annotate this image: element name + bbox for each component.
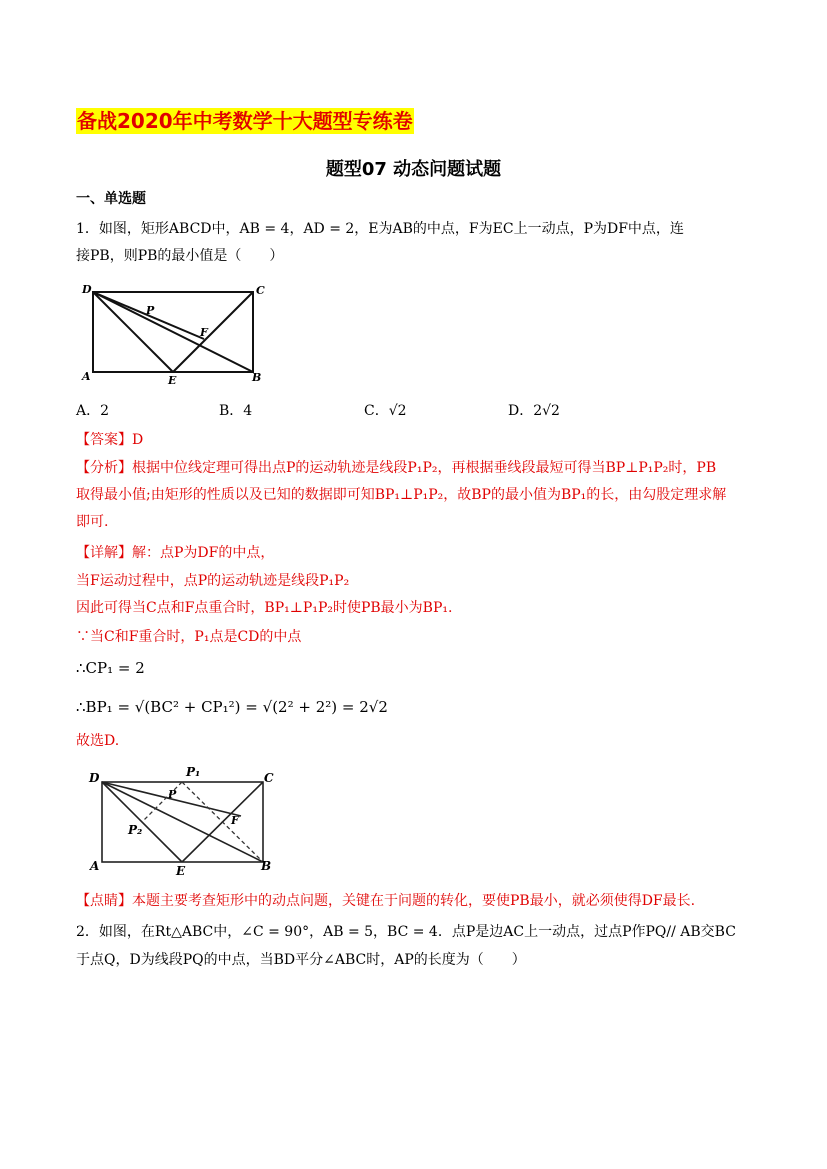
q1-solution-figure (86, 762, 286, 880)
fig2-label-E: E (176, 864, 186, 878)
q1-option-c: C．√2 (364, 403, 407, 419)
fig1-label-F: F (200, 326, 208, 339)
q1-detail-line6: ∴BP₁ = √(BC² + CP₁²) = √(2² + 2²) = 2√2 (76, 698, 388, 716)
fig1-label-D: D (82, 283, 92, 296)
fig1-label-P: P (146, 304, 155, 317)
fig2-label-C: C (264, 771, 274, 785)
fig2-label-P: P (168, 788, 177, 801)
fig2-label-A: A (90, 859, 100, 873)
fig2-label-F: F (231, 814, 239, 827)
q1-analysis-line2: 取得最小值;由矩形的性质以及已知的数据即可知BP₁⊥P₁P₂，故BP的最小值为BP₁的长，由勾股定理求解 (76, 487, 727, 503)
section-heading: 一、单选题 (76, 191, 146, 207)
fig1-label-C: C (256, 284, 265, 297)
fig1-label-E: E (168, 374, 177, 387)
q1-detail-line4: ∵当C和F重合时，P₁点是CD的中点 (76, 629, 302, 645)
fig2-label-B: B (261, 859, 272, 873)
q1-detail-line2: 当F运动过程中，点P的运动轨迹是线段P₁P₂ (76, 573, 350, 589)
q1-analysis-line3: 即可. (76, 514, 109, 530)
q1-comment: 【点睛】本题主要考查矩形中的动点问题，关键在于问题的转化，要使PB最小，就必须使得DF最长. (76, 893, 696, 909)
q1-analysis-line1: 【分析】根据中位线定理可得出点P的运动轨迹是线段P₁P₂，再根据垂线段最短可得当BP⊥P₁P₂时，PB (76, 460, 717, 476)
q1-option-d: D．2√2 (508, 403, 560, 419)
q1-option-b: B．4 (219, 403, 253, 419)
fig1-label-A: A (82, 370, 91, 383)
fig2-label-P1: P₁ (186, 765, 201, 779)
q1-option-a: A．2 (76, 403, 110, 419)
q1-answer: 【答案】D (76, 432, 144, 448)
q1-stem-line2: 接PB，则PB的最小值是（ ） (76, 248, 284, 264)
q1-detail-line7: 故选D. (76, 733, 120, 749)
q2-stem-line2: 于点Q，D为线段PQ的中点，当BD平分∠ABC时，AP的长度为（ ） (76, 952, 526, 968)
q1-detail-line5: ∴CP₁ = 2 (76, 659, 145, 677)
exam-banner: 备战2020年中考数学十大题型专练卷 (77, 109, 413, 133)
q2-stem-line1: 2．如图，在Rt△ABC中，∠C = 90°，AB = 5，BC = 4．点P是边AC上一动点，过点P作PQ// AB交BC (76, 924, 736, 940)
q1-detail-line1: 【详解】解：点P为DF的中点， (76, 545, 275, 561)
q1-detail-line3: 因此可得当C点和F点重合时，BP₁⊥P₁P₂时使PB最小为BP₁. (76, 600, 453, 616)
fig1-label-B: B (252, 371, 262, 384)
fig2-label-D: D (89, 771, 100, 785)
q1-figure (76, 280, 276, 388)
fig2-label-P2: P₂ (128, 823, 143, 837)
q1-stem-line1: 1．如图，矩形ABCD中，AB = 4，AD = 2，E为AB的中点，F为EC上一动点，P为DF中点，连 (76, 221, 684, 237)
page-title: 题型07 动态问题试题 (325, 159, 502, 180)
